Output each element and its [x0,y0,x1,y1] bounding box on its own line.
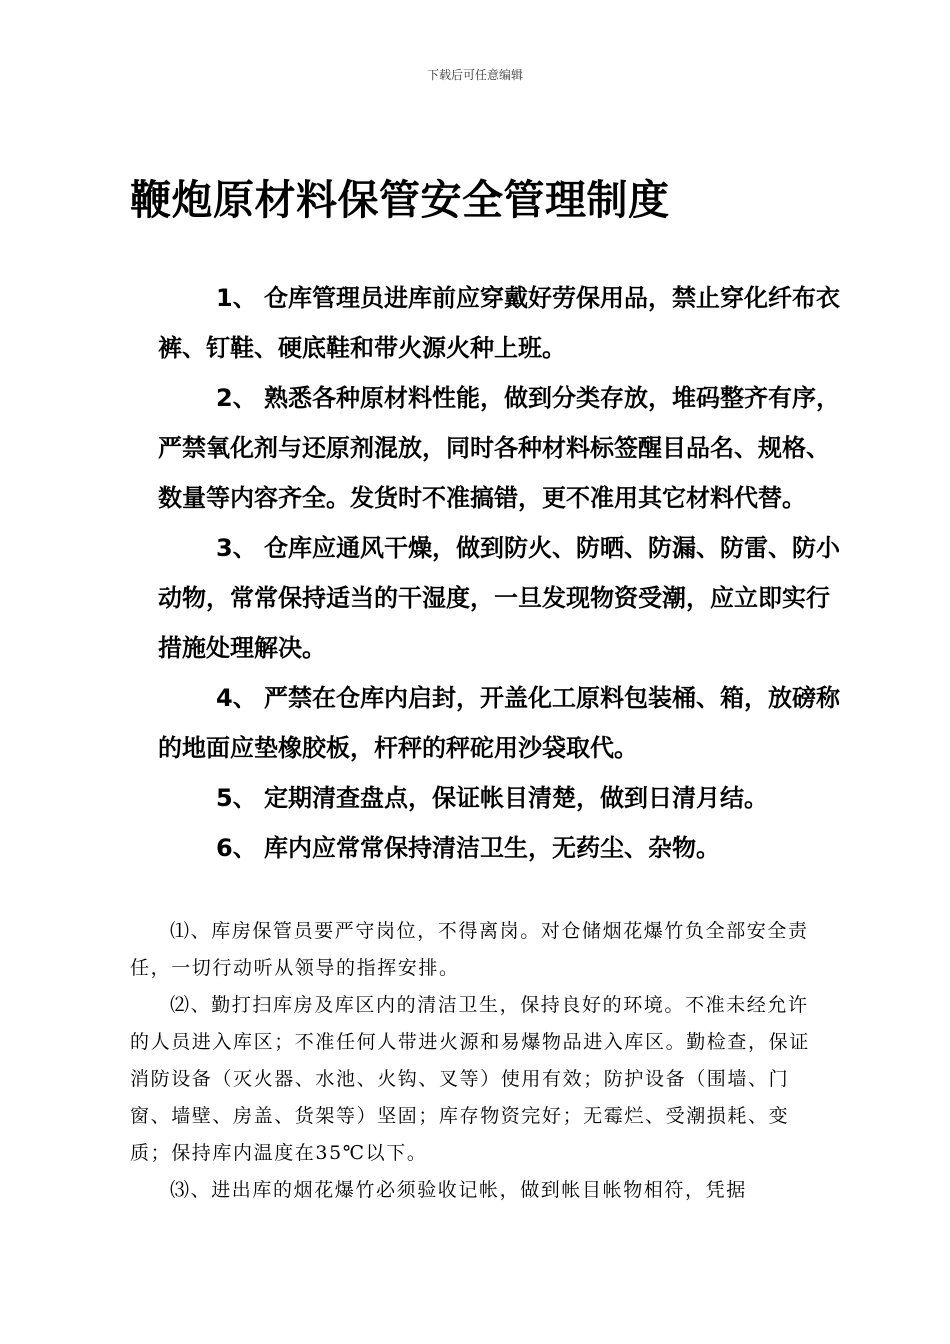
rule-text: 仓库管理员进库前应穿戴好劳保用品，禁止穿化纤布衣裤、钉鞋、硬底鞋和带火源火种上班。 [158,284,840,362]
rule-item [158,373,848,523]
rule-text: 熟悉各种原材料性能，做到分类存放，堆码整齐有序，严禁氧化剂与还原剂混放，同时各种材料标签醒目品名、规格、数量等内容齐全。发货时不准搞错，更不准用其它材料代替。 [158,384,840,512]
rule-item [158,273,848,373]
rule-text: 仓库应通风干燥，做到防火、防晒、防漏、防雷、防小动物，常常保持适当的干湿度，一旦发现物资受潮，应立即实行措施处理解决。 [158,534,840,662]
main-rules-list [158,273,848,873]
rule-number: 1、 [216,284,257,312]
rule-text: 定期清查盘点，保证帐目清楚，做到日清月结。 [264,784,768,812]
rule-number: 2、 [216,384,257,412]
rule-number: 5、 [216,784,257,812]
sub-rule-item: ⑴、库房保管员要严守岗位，不得离岗。对仓储烟花爆竹负全部安全责任，一切行动听从领导的指挥安排。 [130,920,809,979]
rule-item [158,823,848,873]
sub-rule-item: ⑶、进出库的烟花爆竹必须验收记帐，做到帐目帐物相符，凭据 [170,1179,747,1201]
sub-rules-list [130,913,820,1209]
rule-number: 3、 [216,534,257,562]
document-title: 鞭炮原材料保管安全管理制度 [130,176,670,224]
rule-number: 6、 [216,834,257,862]
rule-item [158,673,848,773]
rule-text: 库内应常常保持清洁卫生，无药尘、杂物。 [264,834,720,862]
rule-item [158,773,848,823]
header-note: 下载后可任意编辑 [426,68,523,82]
rule-item [158,523,848,673]
rule-number: 4、 [216,684,257,712]
rule-text: 严禁在仓库内启封，开盖化工原料包装桶、箱，放磅称的地面应垫橡胶板，杆秤的秤砣用沙袋取代。 [158,684,840,762]
sub-rule-item: ⑵、勤打扫库房及库区内的清洁卫生，保持良好的环境。不准未经允许的人员进入库区；不准任何人带进火源和易爆物品进入库区。勤检查，保证消防设备（灭火器、水池、火钩、叉等）使用有效；防护设备（围墙、门窗、墙壁、房盖、货架等）坚固；库存物资完好；无霉烂、受潮损耗、变质；保持库内温度在35℃以下。 [130,994,810,1164]
